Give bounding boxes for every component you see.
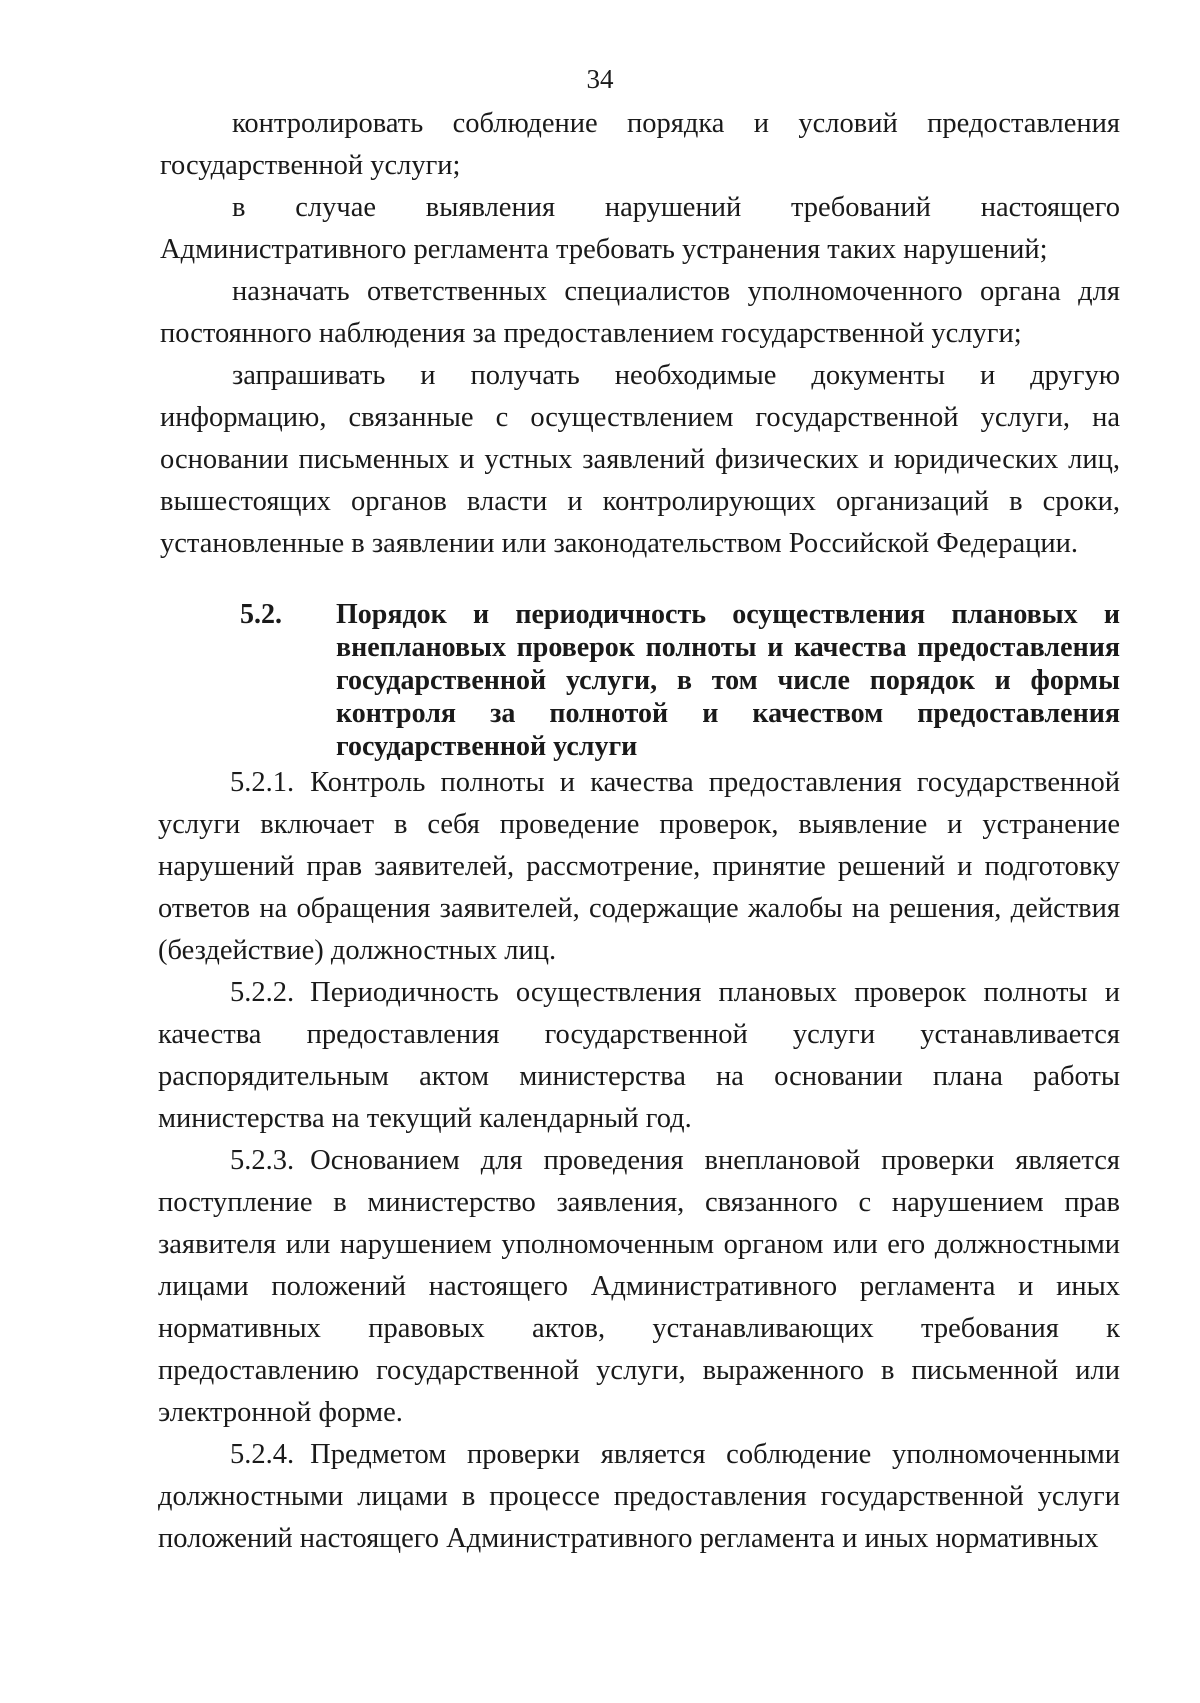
clause bbox=[158, 762, 1120, 972]
clause-text: Периодичность осуществления плановых проверок полноты и качества предоставления государственной услуги устанавливается распорядительным актом министерства на основании плана работы министерства на текущий календарный год. bbox=[158, 977, 1120, 1134]
section-title: Порядок и периодичность осуществления плановых и внеплановых проверок полноты и качества предоставления государственной услуги, в том числе порядок и формы контроля за полнотой и качеством предоставления государственной услуги bbox=[336, 599, 1120, 762]
clauses bbox=[158, 762, 1120, 1560]
intro-text bbox=[160, 103, 1120, 565]
clause bbox=[158, 972, 1120, 1140]
paragraph: в случае выявления нарушений требований настоящего Административного регламента требовать устранения таких нарушений; bbox=[160, 192, 1120, 265]
paragraph: запрашивать и получать необходимые документы и другую информацию, связанные с осуществлением государственной услуги, на основании письменных и устных заявлений физических и юридических лиц, вышестоящих органов власти и контролирующих организаций в сроки, установленные в заявлении или законодательством Российской Федерации. bbox=[160, 360, 1120, 559]
clause bbox=[158, 1434, 1120, 1560]
clause-text: Основанием для проведения внеплановой проверки является поступление в министерство заявления, связанного с нарушением прав заявителя или нарушением уполномоченным органом или его должностными лицами положений настоящего Административного регламента и иных нормативных правовых актов, устанавливающих требования к предоставлению государственной услуги, выраженного в письменной или электронной форме. bbox=[158, 1145, 1120, 1428]
clause-number: 5.2.1. bbox=[230, 767, 295, 798]
section-number: 5.2. bbox=[240, 599, 282, 630]
clause-text: Контроль полноты и качества предоставления государственной услуги включает в себя проведение проверок, выявление и устранение нарушений прав заявителей, рассмотрение, принятие решений и подготовку ответов на обращения заявителей, содержащие жалобы на решения, действия (бездействие) должностных лиц. bbox=[158, 767, 1120, 966]
section-heading bbox=[240, 598, 1120, 763]
clause bbox=[158, 1140, 1120, 1434]
paragraph: назначать ответственных специалистов уполномоченного органа для постоянного наблюдения за предоставлением государственной услуги; bbox=[160, 276, 1120, 349]
paragraph: контролировать соблюдение порядка и условий предоставления государственной услуги; bbox=[160, 108, 1120, 181]
page-number: 34 bbox=[586, 64, 614, 94]
clause-text: Предметом проверки является соблюдение уполномоченными должностными лицами в процессе предоставления государственной услуги положений настоящего Административного регламента и иных нормативных bbox=[158, 1439, 1120, 1554]
clause-number: 5.2.2. bbox=[230, 977, 295, 1008]
clause-number: 5.2.3. bbox=[230, 1145, 295, 1176]
clause-number: 5.2.4. bbox=[230, 1439, 295, 1470]
